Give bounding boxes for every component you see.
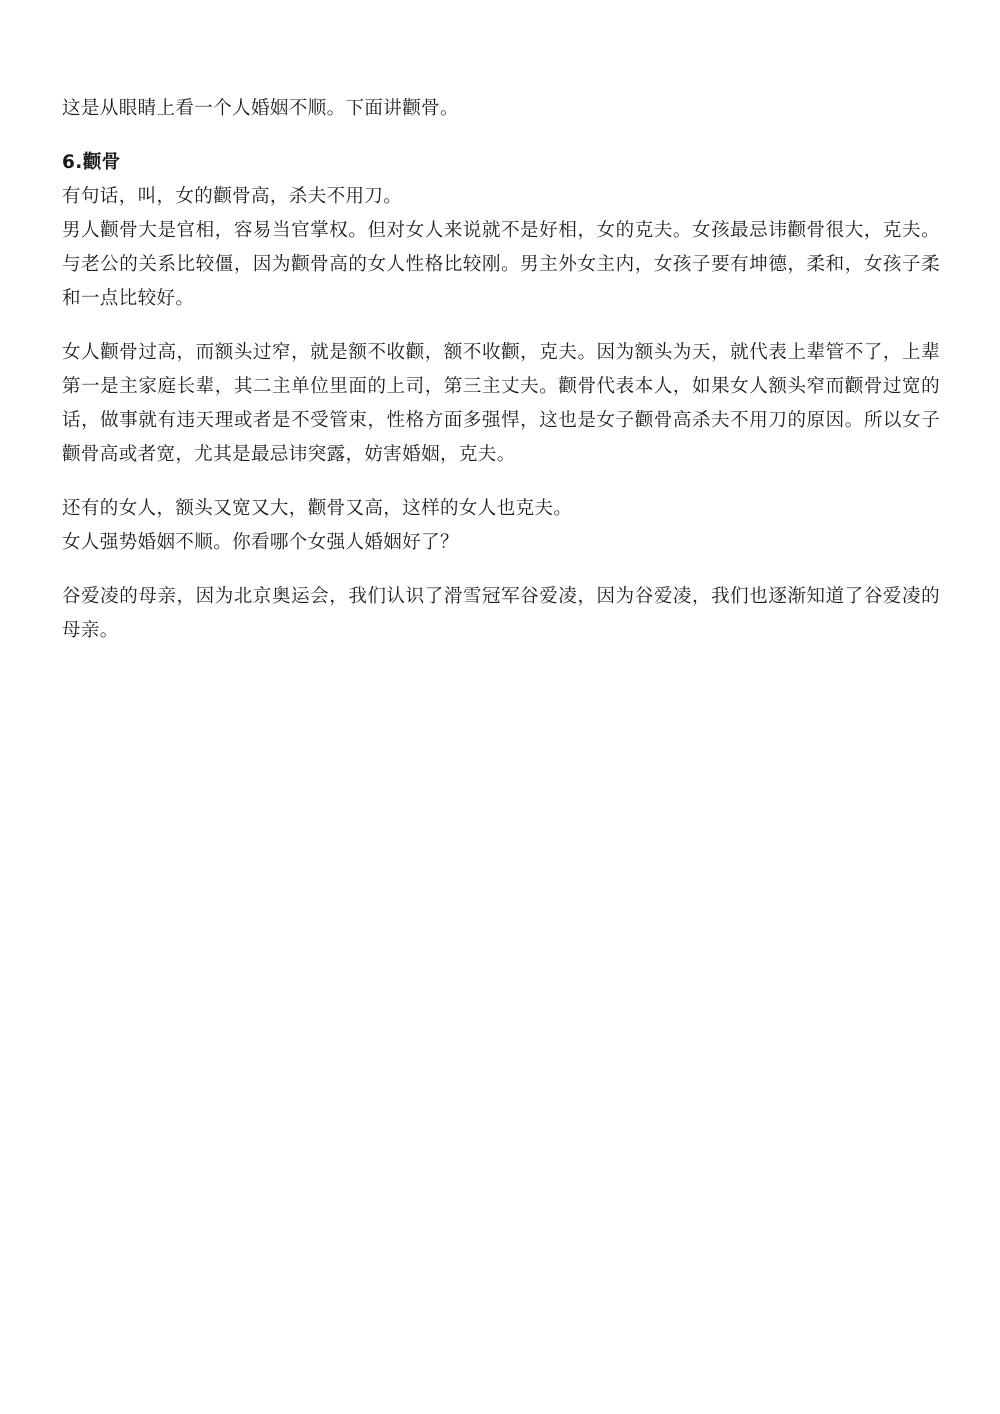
paragraph-4: 谷爱凌的母亲，因为北京奥运会，我们认识了滑雪冠军谷爱凌，因为谷爱凌，我们也逐渐知道了谷爱凌的母亲。	[62, 586, 940, 641]
paragraph-gap	[62, 560, 940, 580]
paragraph-gap	[62, 126, 940, 146]
paragraph-1-line-2: 男人颧骨大是官相，容易当官掌权。但对女人来说就不是好相，女的克夫。女孩最忌讳颧骨很大，克夫。与老公的关系比较僵，因为颧骨高的女人性格比较刚。男主外女主内，女孩子要有坤德，柔和，女孩子柔和一点比较好。	[62, 220, 940, 309]
section-heading: 6.颧骨	[62, 152, 121, 173]
paragraph-3-line-2: 女人强势婚姻不顺。你看哪个女强人婚姻好了？	[62, 532, 459, 553]
document-body	[62, 92, 940, 648]
paragraph-2: 女人颧骨过高，而额头过窄，就是额不收颧，额不收颧，克夫。因为额头为天，就代表上辈管不了，上辈第一是主家庭长辈，其二主单位里面的上司，第三主丈夫。颧骨代表本人，如果女人额头窄而颧骨过宽的话，做事就有违天理或者是不受管束，性格方面多强悍，这也是女子颧骨高杀夫不用刀的原因。所以女子颧骨高或者宽，尤其是最忌讳突露，妨害婚姻，克夫。	[62, 342, 940, 465]
paragraph-3-line-1: 还有的女人，额头又宽又大，颧骨又高，这样的女人也克夫。	[62, 498, 573, 519]
paragraph-gap	[62, 316, 940, 336]
paragraph-1-line-1: 有句话，叫，女的颧骨高，杀夫不用刀。	[62, 186, 403, 207]
intro-line: 这是从眼睛上看一个人婚姻不顺。下面讲颧骨。	[62, 98, 459, 119]
paragraph-gap	[62, 472, 940, 492]
